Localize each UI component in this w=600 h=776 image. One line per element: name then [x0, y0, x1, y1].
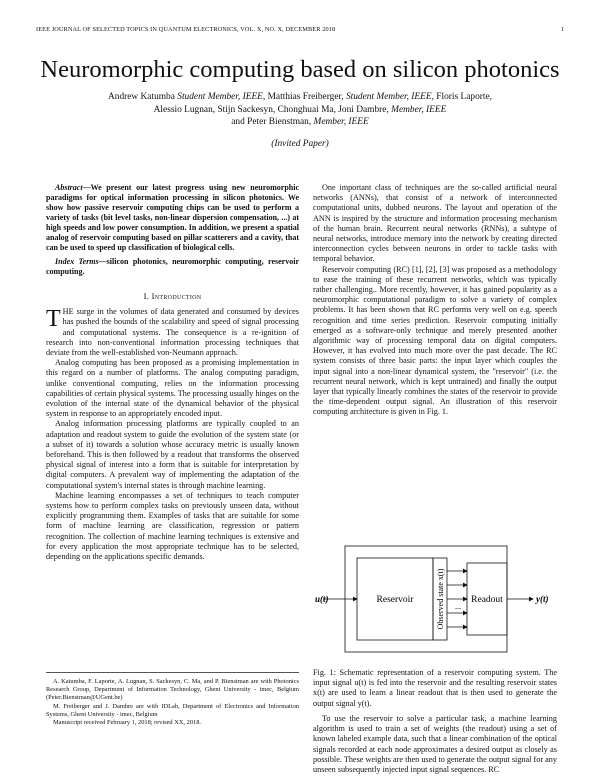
- right-column-continued: [313, 714, 557, 775]
- footnote-affiliation-1: A. Katumba, F. Laporte, A. Lugnan, S. Sackesyn, C. Ma, and P. Bienstman are with Photonics Research Group, Department of Information Technology, Ghent University - imec, Belgium (Peter.Bienstman@UGent.be): [46, 678, 299, 702]
- figure-1-caption: Fig. 1: Schematic representation of a reservoir computing system. The input signal u(t) is fed into the reservoir and the resulting reservoir states x(t) are used to learn a linear readout that is then used to generate the output signal y(t).: [313, 668, 558, 708]
- author-line-3: and Peter Bienstman, Member, IEEE: [231, 117, 369, 128]
- reservoir-diagram: [313, 541, 557, 661]
- running-header: [36, 26, 564, 33]
- invited-paper-note: (Invited Paper): [271, 139, 329, 149]
- reservoir-label: Reservoir: [376, 595, 414, 605]
- right-paragraph-2: Reservoir computing (RC) [1], [2], [3] was proposed as a methodology to ease the training of these recurrent networks, which was typically rather challenging.. More recently, however, it has gained popularity as a neuromorphic computational paradigm to solve a variety of complex problems. It has been shown that RC performs very well on e.g. speech recognition and time series prediction. Reservoir computing initially emerged as a software-only technique and merely presented another algorithmic way of processing temporal data on digital computers. However, it has evolved into much more over the past decade. The RC system consists of three basic parts: the input layer which couples the input signal into a non-linear dynamical system, the "reservoir" (i.e. the recurrent neural network, which is kept untrained) and finally the output layer that typically linearly combines the states of the reservoir to provide the time-dependent output signal. An illustration of this reservoir computing architecture is given in Fig. 1.: [313, 264, 557, 417]
- ellipsis-label: ...: [455, 602, 461, 611]
- section-heading-introduction: I. Introduction: [143, 291, 202, 301]
- intro-paragraph-2: Analog computing has been proposed as a promising implementation in this regard on a number of platforms. The analog computing paradigm, unlike conventional computing, relies on the information processing capabilities of certain physical systems. The processing usually hinges on the evolution of the internal state of the dynamical behavior of the physical system in response to an appropriately encoded input.: [46, 358, 299, 419]
- index-terms: Index Terms—silicon photonics, neuromorphic computing, reservoir computing.: [46, 257, 299, 276]
- paper-title: Neuromorphic computing based on silicon photonics: [40, 56, 560, 83]
- footnote-affiliation-2: M. Freiberger and J. Dambre are with IDLab, Department of Electronics and Information Systems, Ghent University - imec, Belgium: [46, 702, 299, 718]
- author-list: [60, 91, 540, 129]
- output-label: y(t): [536, 594, 549, 604]
- right-paragraph-1: One important class of techniques are the so-called artificial neural networks (ANNs), that consist of a network of interconnected computational units, dubbed neurons. The layout and operation of the ANN is inspired by the structure and information processing mechanism of the human brain. Recurrent neural networks (RNNs), a subtype of neural networks, introduce memory into the network by creating directed interconnection cycles between neurons in order to tackle tasks with temporal behavior.: [313, 183, 557, 264]
- journal-name: IEEE JOURNAL OF SELECTED TOPICS IN QUANTUM ELECTRONICS, VOL. X, NO. X, DECEMBER 2018: [36, 26, 336, 33]
- footnote-manuscript-date: Manuscript received February 1, 2018; revised XX, 2018.: [53, 719, 202, 727]
- footnotes: [46, 672, 299, 727]
- intro-paragraph-1: THE surge in the volumes of data generated and consumed by devices has pushed the bounds of the scalability and speed of signal processing and computational systems. The consequence is a re-ignition of research into non-conventional information processing techniques that deviate from the well-established von-Neumann approach.: [46, 306, 299, 358]
- input-label: u(t): [315, 594, 329, 604]
- right-paragraph-3: To use the reservoir to solve a particular task, a machine learning algorithm is used to train a set of weights (the readout) using a set of known labeled example data, such that a linear combination of the optical signals recorded at each node approximates a desired output as closely as possible. These weights are then used to generate the output signal for any unseen subsequently injected input signal sequences. RC: [313, 714, 557, 775]
- observed-state-label: Observed state x(t): [436, 568, 445, 630]
- right-column: [313, 183, 557, 418]
- readout-label: Readout: [471, 595, 503, 605]
- page-number: 1: [560, 26, 564, 33]
- drop-cap: T: [46, 306, 61, 333]
- abstract: Abstract—We present our latest progress using new neuromorphic paradigms for optical information processing in silicon photonics. We show how passive reservoir computing chips can be used to perform a variety of tasks (bit level tasks, non-linear dispersion compensation, ...) at high speeds and low power consumption. In addition, we present a spatial analog of reservoir computing based on pillar scatterers and a cavity, that can be used to speed up classification of biological cells.: [46, 183, 299, 252]
- author-line-1: Andrew Katumba Student Member, IEEE, Matthias Freiberger, Student Member, IEEE, Floris Laporte,: [107, 92, 493, 102]
- figure-1-diagram: [313, 541, 557, 661]
- left-column: [46, 183, 299, 562]
- intro-paragraph-4: Machine learning encompasses a set of techniques to teach computer systems how to perform complex tasks on previously unseen data, without explicitly programming them. Examples of tasks that are suitable for some form of machine learning are classification, regression or pattern recognition. The collection of machine learning techniques is extensive and for every application the most appropriate technique has to be selected, depending on the applications specific demands.: [46, 490, 299, 562]
- author-line-2: Alessio Lugnan, Stijn Sackesyn, Chonghuai Ma, Joni Dambre, Member, IEEE: [153, 104, 447, 115]
- intro-paragraph-3: Analog information processing platforms are typically coupled to an adaptation and readout system to guide the evolution of the system state (or a subset of it) towards a solution whose accuracy metric is usually known beforehand. This is then followed by a readout that transforms the observed physical signal of interest into a form that is suitable for interpretation by digital computers. A prevalent way of implementing the adaptation of the computational system's internal states is through machine learning.: [46, 419, 299, 490]
